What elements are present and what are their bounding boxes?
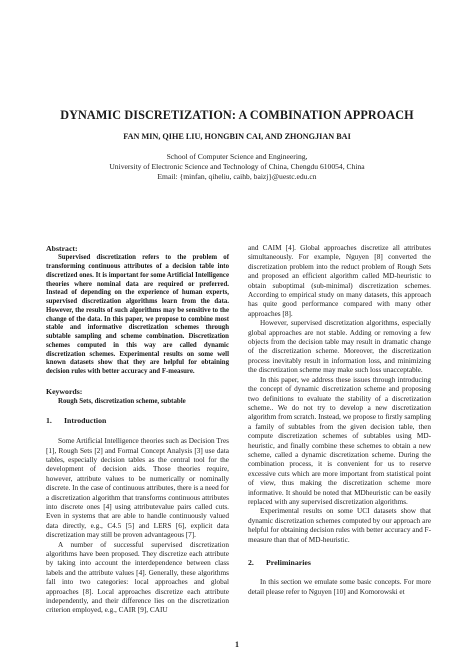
keywords-text: Rough Sets, discretization scheme, subtable	[58, 398, 186, 406]
intro-paragraph-5: In this paper, we address these issues through introducing the concept of dynamic discretization scheme and proposing two definitions to evaluate the stability of a discretization scheme.. We do not try to develop a new discretization algorithm from scratch. Instead, we propose to firstly sampling a family of subtables from the given decision table, then compute discretization schemes of subtables using MD-heuristic, and finally combine these schemes to obtain a new scheme, called a dynamic discretization scheme. During the combination process, it is convenient for us to reserve excessive cuts which are more important from statistical point of view, thus making the discretization scheme more informative. It should be noted that MDheuristic can be easily replaced with any supervised discretization algorithms.	[248, 375, 431, 506]
abstract-text: Supervised discretization refers to the problem of transforming continuous attributes of a decision table into discretized ones. It is important for some Artificial Intelligence theories where nominal data are required or preferred. Instead of depending on the experience of human experts, supervised discretization algorithms learn from the data. However, the results of such algorithms may be sensitive to the change of the data. In this paper, we propose to combine most stable and informative discretization schemes through subtable sampling and scheme combination. Discretization schemes computed in this way are called dynamic discretization schemes. Experimental results on some well known datasets show that they are helpful for obtaining decision rules with better accuracy and F-measure.	[46, 254, 229, 376]
paper-title: DYNAMIC DISCRETIZATION: A COMBINATION APPROACH	[60, 108, 414, 122]
section-2-heading	[248, 558, 431, 567]
intro-paragraph-3: and CAIM [4]. Global approaches discretize all attributes simultaneously. For example, Nguyen [8] converted the discretization problem into the reduct problem of Rough Sets and proposed an efficient algorithm called MD-heuristic to obtain suboptimal (sub-minimal) discretization schemes. According to empirical study on many datasets, this approach has quite good performance compared with many other approaches [8].	[248, 244, 431, 318]
intro-paragraph-2: A number of successful supervised discretization algorithms have been proposed. They discretize each attribute by taking into account the interdependence between class labels and the attribute values [4]. Generally, these algorithms fall into two categories: local approaches and global approaches [8]. Local approaches discretize each attribute independently, and their difference lies on the discretization criterion employed, e.g., CAIR [9], CAIU	[46, 540, 229, 615]
preliminaries-paragraph-1: In this section we emulate some basic concepts. For more detail please refer to Nguyen [10] and Komorowski et	[248, 578, 431, 596]
abstract-heading: Abstract:	[46, 244, 78, 253]
intro-paragraph-1: Some Artificial Intelligence theories such as Decision Tres [1], Rough Sets [2] and Formal Concept Analysis [3] use data tables, especially decision tables as the central tool for the development of decision aids. Those theories require, however, attribute values to be numerically or nominally discrete. In the case of continuous attributes, there is a need for a discretization algorithm that transforms continuous attributes into discrete ones [4] using attributevalue pairs called cuts. Even in systems that are able to handle continuously valued data directly, e.g., C4.5 [5] and LERS [6], explicit data discretization may still be proven advantageous [7].	[46, 437, 229, 540]
intro-paragraph-6: Experimental results on some UCI datasets show that dynamic discretization schemes computed by our approach are helpful for obtaining decision rules with better accuracy and F-measure than that of MD-heuristic.	[248, 507, 432, 544]
affiliation-school: School of Computer Science and Engineering,	[166, 152, 308, 161]
section-1-heading	[46, 416, 229, 425]
intro-paragraph-4: However, supervised discretization algorithms, especially global approaches are not stable. Adding or removing a few objects from the decision table may result in dramatic change of the discretization scheme. Moreover, the discretization process inevitably result in information loss, and minimizing the discretization scheme may make such loss unacceptable.	[248, 319, 431, 375]
affiliation-block	[0, 152, 474, 183]
affiliation-university: University of Electronic Science and Technology of China, Chengdu 610054, China	[109, 162, 365, 172]
page-number: 1	[235, 640, 239, 649]
section-2-number: 2.	[248, 558, 254, 567]
section-1-title: Introduction	[64, 415, 107, 425]
right-column	[248, 244, 431, 597]
section-1-number: 1.	[46, 415, 52, 425]
left-column	[46, 244, 229, 616]
section-2-title: Preliminaries	[266, 558, 311, 567]
keywords-heading: Keywords:	[46, 386, 83, 396]
paper-authors: FAN MIN, QIHE LIU, HONGBIN CAI, AND ZHONGJIAN BAI	[123, 132, 351, 141]
affiliation-email: Email: {minfan, qiheliu, caihb, baizj}@uestc.edu.cn	[157, 172, 317, 182]
